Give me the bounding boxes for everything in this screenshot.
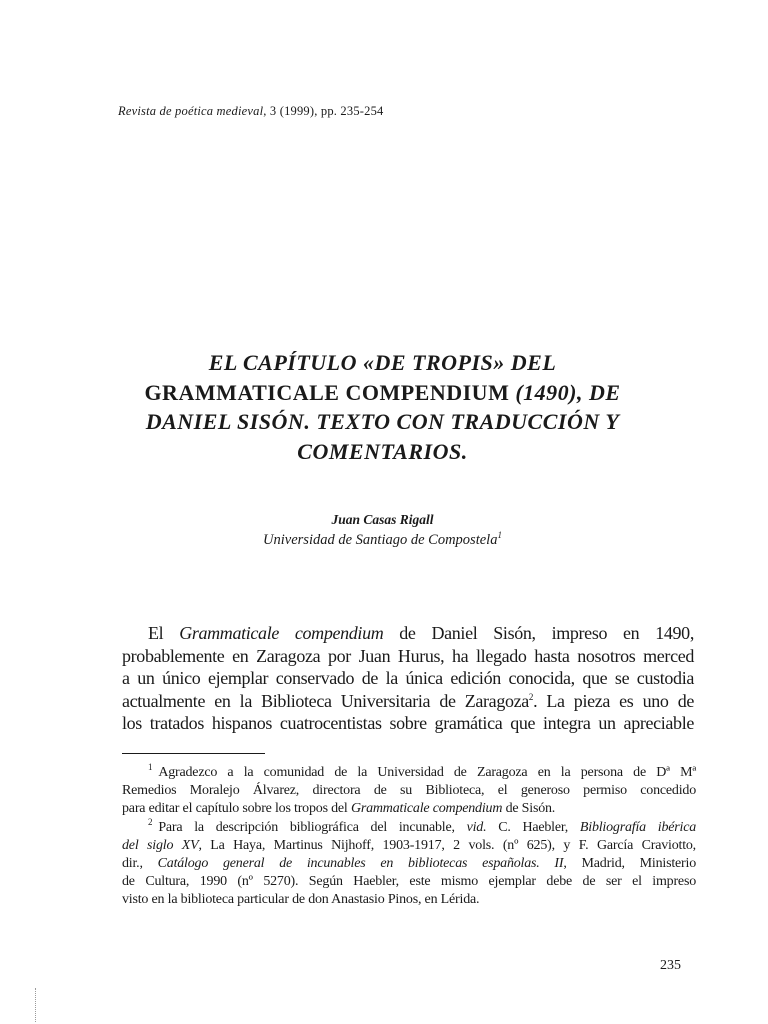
page-number: 235 [660, 958, 681, 973]
book-title-italic: Grammaticale compendium [179, 623, 384, 643]
journal-citation: , 3 (1999), pp. 235-254 [263, 104, 384, 118]
footnote-2-line: de Cultura, 1990 (nº 5270). Según Haebler, este mismo ejemplar debe de ser el impreso [122, 874, 696, 890]
body-paragraph [122, 622, 694, 735]
body-line: los tratados hispanos cuatrocentistas sobre gramática que integra un apreciable [122, 713, 694, 733]
footnote-2-line [122, 816, 697, 837]
footnote-italic: del siglo XV [122, 837, 199, 853]
title-line-3: DANIEL SISÓN. TEXTO CON TRADUCCIÓN Y [145, 409, 620, 434]
footnote-text: de Sisón. [502, 801, 556, 817]
footnote-1-line [122, 800, 696, 818]
footnote-text: dir., [122, 856, 158, 872]
footnotes [122, 764, 696, 910]
body-line: a un único ejemplar conservado de la única edición conocida, que se custodia [122, 668, 694, 688]
footnote-2-line [122, 837, 696, 855]
running-head [118, 104, 384, 119]
footnote-text: C. Haebler, [486, 819, 580, 835]
article-title [110, 348, 655, 466]
footnote-italic: Grammaticale compendium [350, 801, 503, 817]
body-line [122, 622, 694, 645]
footnote-2-line: visto en la biblioteca particular de don Anastasio Pinos, en Lérida. [122, 892, 480, 908]
footnote-text: para editar el capítulo sobre los tropos del [122, 801, 351, 817]
journal-name: Revista de poética medieval [118, 104, 264, 118]
footnote-2-line [122, 855, 696, 873]
footnote-1-line [122, 764, 696, 782]
title-line-2a: GRAMMATICALE COMPENDIUM [144, 379, 516, 405]
footnote-text: Agradezco a la comunidad de la Universidad de Zaragoza en la persona de Dª Mª [158, 765, 696, 780]
footnote-2-mark: 2 [148, 816, 153, 827]
body-text-run: . La pieza es uno de [533, 690, 694, 711]
body-line [122, 690, 694, 713]
affiliation-text: Universidad de Santiago de Compostela [263, 532, 498, 548]
footnote-text: Para la descripción bibliográfica del incunable, [158, 819, 467, 835]
footnote-text: , La Haya, Martinus Nijhoff, 1903-1917, 2 vols. (nº 625), y F. García Craviotto, [198, 837, 696, 853]
body-line: probablemente en Zaragoza por Juan Hurus, ha llegado hasta nosotros merced [122, 645, 694, 666]
footnote-italic: Bibliografía ibérica [579, 819, 697, 835]
body-text-run: El [148, 623, 180, 643]
footnote-ref-1: 1 [497, 530, 502, 541]
body-text-run: de Daniel Sisón, impreso en 1490, [383, 623, 694, 643]
title-line-4: COMENTARIOS. [297, 438, 468, 464]
body-text-run: actualmente en la Biblioteca Universitaria de Zaragoza [122, 690, 529, 711]
author-name: Juan Casas Rigall [331, 512, 434, 527]
footnote-separator [122, 753, 265, 754]
scan-margin-marks [35, 988, 38, 1022]
footnote-italic: Catálogo general de incunables en bibliotecas españolas. II [157, 856, 564, 872]
footnote-italic: vid. [466, 819, 487, 835]
title-line-1: EL CAPÍTULO «DE TROPIS» DEL [208, 350, 557, 375]
footnote-1-mark: 1 [148, 762, 153, 772]
footnote-text: , Madrid, Ministerio [563, 856, 696, 872]
author-affiliation [110, 532, 655, 549]
title-line-2b: (1490), DE [515, 379, 621, 405]
footnote-1-line: Remedios Moralejo Álvarez, directora de su Biblioteca, el generoso permiso concedido [122, 783, 696, 799]
footnote-ref-2: 2 [528, 691, 534, 702]
